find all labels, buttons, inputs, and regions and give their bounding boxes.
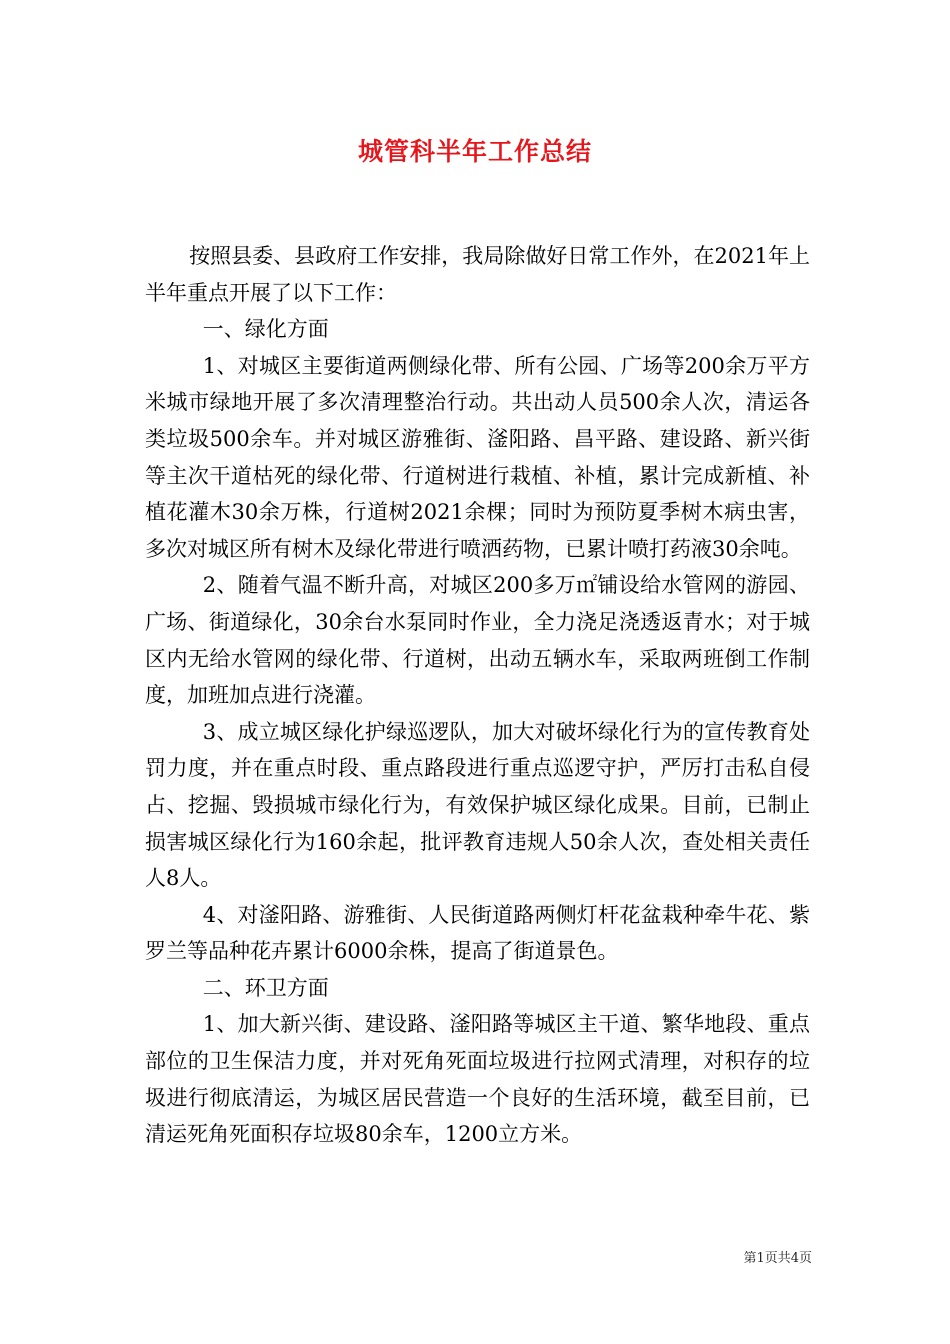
section-heading-sanitation: 二、环卫方面 (202, 975, 329, 1000)
sanitation-item-1: 1、加大新兴街、建设路、滏阳路等城区主干道、繁华地段、重点部位的卫生保洁力度，并对死角死面垃圾进行拉网式清理，对积存的垃圾进行彻底清运，为城区居民营造一个良好的生活环境，截至目前，已清运死角死面积存垃圾80余车，1200立方米。 (145, 1012, 810, 1147)
intro-paragraph: 按照县委、县政府工作安排，我局除做好日常工作外，在2021年上半年重点开展了以下工作： (145, 244, 810, 305)
greening-item-2: 2、随着气温不断升高，对城区200多万㎡铺设给水管网的游园、广场、街道绿化，30余台水泵同时作业，全力浇足浇透返青水；对于城区内无给水管网的绿化带、行道树，出动五辆水车，采取两班倒工作制度，加班加点进行浇灌。 (145, 573, 810, 708)
section-heading-greening: 一、绿化方面 (202, 317, 329, 342)
document-body (145, 238, 810, 1153)
page-number-footer: 第1页共4页 (743, 1251, 812, 1266)
greening-item-3: 3、成立城区绿化护绿巡逻队，加大对破坏绿化行为的宣传教育处罚力度，并在重点时段、重点路段进行重点巡逻守护，严厉打击私自侵占、挖掘、毁损城市绿化行为，有效保护城区绿化成果。目前，已制止损害城区绿化行为160余起，批评教育违规人50余人次，查处相关责任人8人。 (145, 719, 810, 891)
greening-item-1: 1、对城区主要街道两侧绿化带、所有公园、广场等200余万平方米城市绿地开展了多次清理整治行动。共出动人员500余人次，清运各类垃圾500余车。并对城区游雅街、滏阳路、昌平路、建设路、新兴街等主次干道枯死的绿化带、行道树进行栽植、补植，累计完成新植、补植花灌木30余万株，行道树2021余棵；同时为预防夏季树木病虫害，多次对城区所有树木及绿化带进行喷洒药物，已累计喷打药液30余吨。 (145, 353, 810, 561)
document-title: 城管科半年工作总结 (357, 137, 592, 166)
greening-item-4: 4、对滏阳路、游雅街、人民街道路两侧灯杆花盆栽种牵牛花、紫罗兰等品种花卉累计6000余株，提高了街道景色。 (145, 902, 810, 964)
